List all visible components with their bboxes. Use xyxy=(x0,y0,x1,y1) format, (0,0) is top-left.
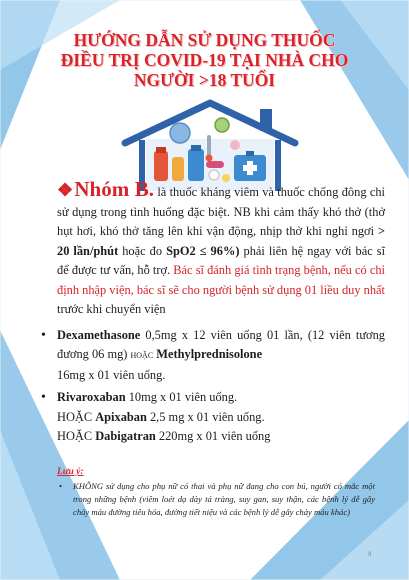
drug-dabigatran: Dabigatran xyxy=(95,429,156,443)
main-content xyxy=(41,177,386,450)
group-b-text-4: trước khi chuyển viện xyxy=(57,302,166,316)
doctor-instruction: Bác sĩ đánh giá tình trạng bệnh, nếu có chỉ định nhập viện, bác sĩ sẽ cho người bệnh sử dụng 01 liều duy nhất xyxy=(57,263,385,297)
methylprednisolone-dose: 16mg x 01 viên uống. xyxy=(57,367,166,382)
note-text: KHÔNG sử dụng cho phụ nữ có thai và phụ nữ đang cho con bú, người có mắc một trong những bệnh (viêm loét dạ dày tá tràng, suy gan, suy thận, các bệnh lý dễ gây chảy máu đường tiêu hóa, đường tiết niệu và các bệnh lý dễ gây chảy máu khác) xyxy=(73,481,375,517)
bullet-icon: • xyxy=(41,327,46,343)
spo2-threshold: SpO2 ≤ 96%) xyxy=(166,243,240,258)
warning-note xyxy=(57,466,375,519)
group-b-text-3: phải liên hệ ngay với bác sĩ để được tư vấn, hỗ trợ. xyxy=(57,243,386,277)
drug-dexamethasone: Dexamethasone xyxy=(57,327,141,342)
apixaban-dose: 2,5 mg x 01 viên uống. xyxy=(146,409,265,424)
bullet-icon: • xyxy=(59,481,63,491)
diamond-bullet-icon: ❖ xyxy=(57,180,74,200)
list-item-corticosteroid xyxy=(41,326,385,386)
page-title xyxy=(20,30,389,90)
group-b-text-2: hoặc đo xyxy=(118,243,167,258)
title-line-2: ĐIỀU TRỊ COVID-19 TẠI NHÀ CHO xyxy=(60,50,349,70)
page-number: 9 xyxy=(368,552,372,558)
or-word: HOẶC xyxy=(57,409,96,424)
bullet-icon: • xyxy=(41,390,46,405)
first-aid-kit-icon xyxy=(234,151,266,181)
dabigatran-line xyxy=(57,427,385,447)
drug-apixaban: Apixaban xyxy=(95,409,147,424)
dexamethasone-dose: 0,5mg x 12 viên uống 01 lần, (12 viên tương đương 06 mg) xyxy=(57,327,385,361)
rivaroxaban-dose: 10mg x 01 viên uống. xyxy=(125,390,238,404)
group-b-heading xyxy=(57,177,154,201)
breath-rate-threshold: > 20 lần/phút xyxy=(57,224,385,258)
group-b-label: Nhóm B. xyxy=(74,177,154,201)
note-body xyxy=(57,480,375,519)
drug-list xyxy=(41,326,385,447)
title-line-3: NGƯỜI >18 TUỔI xyxy=(133,70,276,90)
drug-rivaroxaban: Rivaroxaban xyxy=(57,390,126,404)
drug-methylprednisolone: Methylprednisolone xyxy=(156,347,263,361)
group-b-text-1: là thuốc kháng viêm và thuốc chống đông chỉ sử dụng trong tình huống đặc biệt. NB khi cảm thấy khó thở (thở hụt hơi, khó thở tăng lên khi vận động, nhịp thở khi nghỉ ngơi xyxy=(57,185,385,238)
group-b-paragraph xyxy=(57,177,386,320)
list-item-anticoagulant xyxy=(41,388,385,447)
title-line-1: HƯỚNG DẪN SỬ DỤNG THUỐC xyxy=(73,30,336,50)
dabigatran-dose: 220mg x 01 viên uống xyxy=(155,429,271,443)
note-heading: Lưu ý: xyxy=(57,467,84,477)
or-word: HOẶC xyxy=(57,429,96,443)
apixaban-line xyxy=(57,408,385,428)
or-word: hoặc xyxy=(130,349,154,361)
